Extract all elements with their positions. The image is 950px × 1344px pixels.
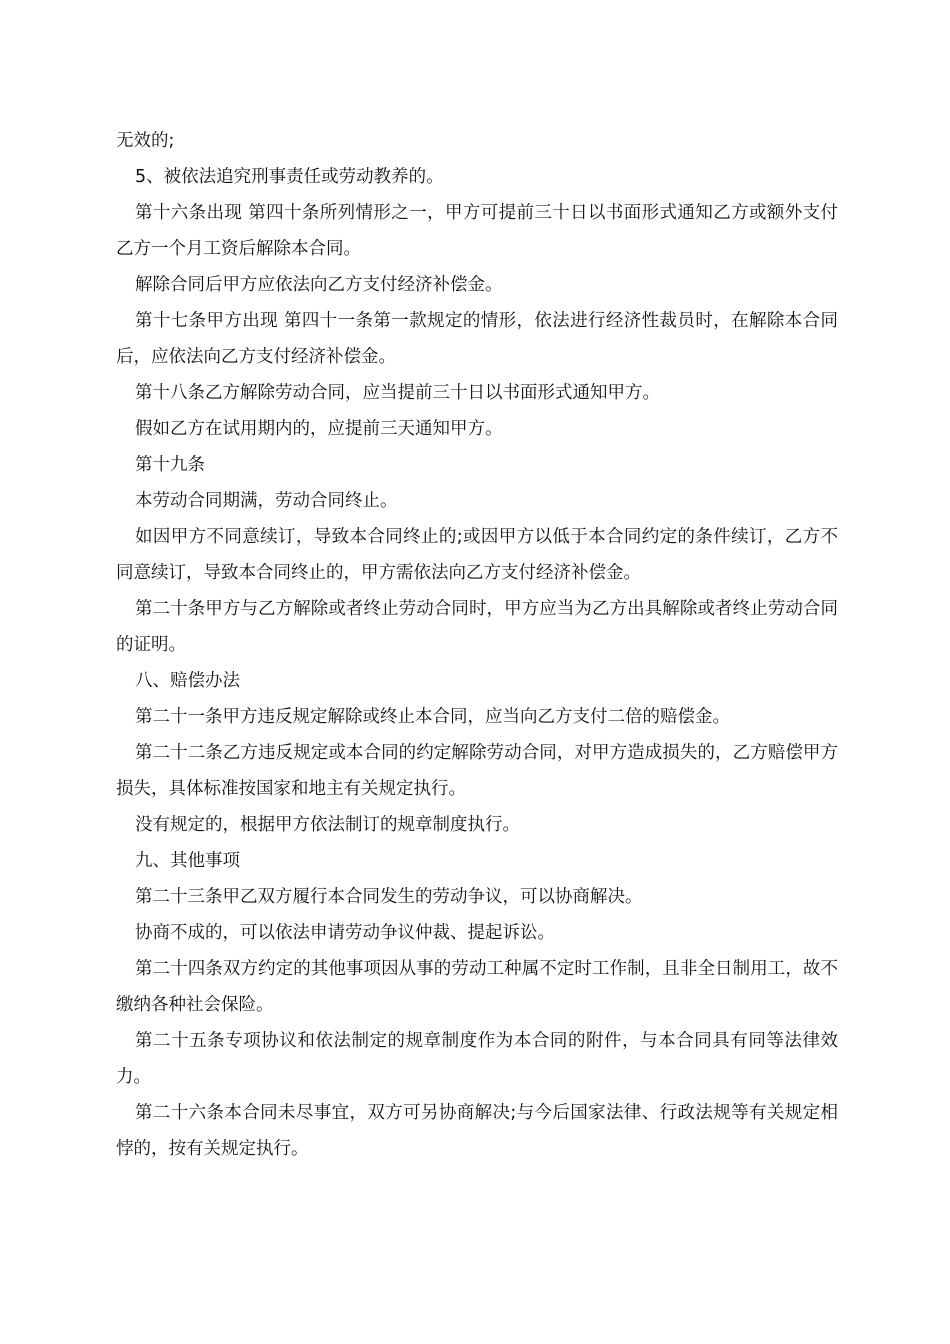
- paragraph-contract-expiry: 本劳动合同期满，劳动合同终止。: [135, 491, 398, 511]
- paragraph-article-21: 第二十一条甲方违反规定解除或终止本合同，应当向乙方支付二倍的赔偿金。: [135, 707, 730, 727]
- paragraph-article-18: 第十八条乙方解除劳动合同，应当提前三十日以书面形式通知甲方。: [135, 383, 660, 403]
- section-heading-compensation: 八、赔偿办法: [135, 671, 240, 691]
- paragraph-article-24: 第二十四条双方约定的其他事项因从事的劳动工种属不定时工作制，且非全日制用工，故不缴纳各种社会保险。: [116, 959, 838, 1015]
- paragraph-article-20: 第二十条甲方与乙方解除或者终止劳动合同时，甲方应当为乙方出具解除或者终止劳动合同的证明。: [116, 599, 838, 655]
- section-heading-other-matters: 九、其他事项: [135, 851, 240, 871]
- paragraph-article-25: 第二十五条专项协议和依法制定的规章制度作为本合同的附件，与本合同具有同等法律效力。: [116, 1031, 838, 1087]
- paragraph-probation-note: 假如乙方在试用期内的，应提前三天通知甲方。: [135, 419, 503, 439]
- paragraph-article-17: 第十七条甲方出现 第四十一条第一款规定的情形，依法进行经济性裁员时，在解除本合同后，应依法向乙方支付经济补偿金。: [116, 311, 838, 367]
- paragraph-continuation: 无效的;: [116, 131, 175, 151]
- paragraph-item-5: 5、被依法追究刑事责任或劳动教养的。: [135, 167, 444, 187]
- paragraph-article-22: 第二十二条乙方违反规定或本合同的约定解除劳动合同，对甲方造成损失的，乙方赔偿甲方损失，具体标准按国家和地主有关规定执行。: [116, 743, 838, 799]
- paragraph-article-23: 第二十三条甲乙双方履行本合同发生的劳动争议，可以协商解决。: [135, 887, 643, 907]
- paragraph-article-26: 第二十六条本合同未尽事宜，双方可另协商解决;与今后国家法律、行政法规等有关规定相悖的，按有关规定执行。: [116, 1103, 838, 1159]
- paragraph-compensation-note: 解除合同后甲方应依法向乙方支付经济补偿金。: [135, 275, 503, 295]
- paragraph-article-16: 第十六条出现 第四十条所列情形之一，甲方可提前三十日以书面形式通知乙方或额外支付乙方一个月工资后解除本合同。: [116, 203, 838, 259]
- paragraph-arbitration-note: 协商不成的，可以依法申请劳动争议仲裁、提起诉讼。: [135, 923, 555, 943]
- paragraph-article-19-heading: 第十九条: [135, 455, 205, 475]
- paragraph-renewal-refusal: 如因甲方不同意续订，导致本合同终止的;或因甲方以低于本合同约定的条件续订，乙方不同意续订，导致本合同终止的，甲方需依法向乙方支付经济补偿金。: [116, 527, 838, 583]
- paragraph-no-regulation-note: 没有规定的，根据甲方依法制订的规章制度执行。: [135, 815, 520, 835]
- document-page: [116, 0, 838, 1167]
